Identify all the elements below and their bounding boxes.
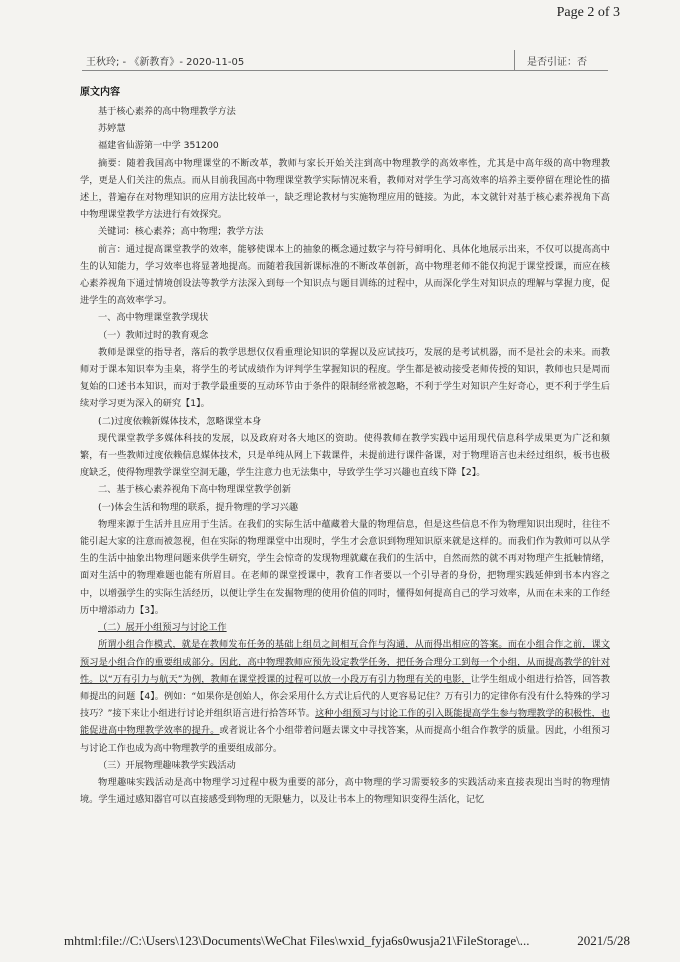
document-header — [82, 50, 608, 71]
subheading-2-2: （二）展开小组预习与讨论工作 — [98, 622, 227, 634]
paragraph: 物理来源于生活并且应用于生活。在我们的实际生活中蕴藏着大量的物理信息，但是这些信息不作为物理知识出现时，往往不能引起大家的注意而被忽视，但在实际的物理课堂中出现时，学生才会意识到物理知识原来就是这样的。而我们作为教师可以从学生的生活中抽象出物理问题来供学生研究，学生会惊奇的发现物理就藏在我们的生活中，自然而然的就不再对物理产生抵触情绪，面对生活中的物理难题也能有所眉目。在老师的课堂授课中，教育工作者要以一个引导者的身份，把物理实践延伸到书本内容之中，以增强学生的实际生活经历，以便让学生在发掘物理的使用价值的同时，懂得如何提高自己的学习效率，从而在未来的工作经历中增添动力【3】。 — [80, 518, 610, 616]
source-citation: 王秋玲; - 《新教育》- 2020-11-05 — [86, 57, 245, 68]
underlined-text: 这种小组预习与讨论工作的引入既能提高学生参与物理教学的积极性，也能促进高中物理教学效率的提升。 — [80, 708, 610, 737]
cited-status: 是否引证：否 — [527, 57, 587, 68]
paragraph: 现代课堂教学多媒体科技的发展，以及政府对各大地区的资助。使得教师在教学实践中运用现代信息科学成果更为广泛和频繁，有一些教师过度依赖信息媒体技术，只是单纯从网上下载课件，未提前进行课件备课，对于物理语言也未经过组织，板书也极度缺乏，使得物理教学课堂空洞无趣，学生注意力也无法集中，导致学生学习兴趣也直线下降【2】。 — [80, 432, 610, 479]
keywords: 关键词：核心素养；高中物理；教学方法 — [98, 226, 264, 238]
header-divider — [514, 50, 515, 70]
page-number: Page 2 of 3 — [556, 5, 620, 20]
abstract: 摘要：随着我国高中物理课堂的不断改革，教师与家长开始关注到高中物理教学的高效率性，尤其是中高年级的高中物理教学，更是人们关注的焦点。而从目前我国高中物理课堂教学实际情况来看，教师对对学生学习高效率的培养主要停留在理论性的描述上，普遍存在对物理知识的应用方法比较单一，缺乏理论教材与实施物理应用的链接。为此，本文就针对基于核心素养视角下高中物理课堂教学方法进行有效探究。 — [80, 157, 610, 221]
section-label: 原文内容 — [80, 87, 120, 98]
preface: 前言：通过提高课堂教学的效率，能够使课本上的抽象的概念通过数字与符号鲜明化、具体化地展示出来，不仅可以提高高中生的认知能力，学习效率也将显著地提高。而随着我国新课标准的不断改革创新，高中物理老师不能仅拘泥于课堂授课，而应在核心素养视角下通过情境创设法等教学方法深入到每一个知识点与题目训练的过程中，从而深化学生对知识点的理解与掌握力度，促进学生的高效率学习。 — [80, 243, 610, 307]
heading-1: 一、高中物理课堂教学现状 — [98, 312, 209, 324]
subheading-1-1: （一）教师过时的教育观念 — [98, 329, 209, 341]
text-segment: 或者说让各个小组带着问题去课文中寻找答案，从而提高小组合作教学的质量。因此，小组预习与讨论工作也成为高中物理教学的重要组成部分。 — [80, 725, 611, 754]
article-title: 基于核心素养的高中物理教学方法 — [98, 106, 236, 117]
paragraph: 物理趣味实践活动是高中物理学习过程中极为重要的部分，高中物理的学习需要较多的实践活动来直接表现出当时的物理情境。学生通过感知器官可以直接感受到物理的无限魅力，以及让书本上的物理知识变得生活化，记忆 — [80, 776, 610, 806]
text-segment: 让学生组成小组进行拾答，回答教师提出的问题【4】。例如：“如果你是创始人，你会采用什么方式让后代的人更容易记住？万有引力的定律你有没有什么特殊的学习技巧？”接下来让小组进行讨论并组织语言进行拾答环节。 — [80, 673, 610, 720]
heading-2: 二、基于核心素养视角下高中物理课堂教学创新 — [98, 484, 291, 496]
article-body — [80, 103, 610, 808]
subheading-2-3: （三）开展物理趣味教学实践活动 — [98, 759, 236, 771]
underlined-text: 所谓小组合作模式，就是在教师发布任务的基础上组员之间相互合作与沟通，从而得出相应的答案。而在小组合作之前，课文预习是小组合作的重要组成部分。因此，高中物理教师应预先设定教学任务，把任务合理分工到每一个小组，从而提高教学的针对性。以“万有引力与航天”为例，教师在课堂授课的过程可以放一小段万有引力物理有关的电影， — [80, 639, 610, 685]
paragraph: 教师是课堂的指导者，落后的教学思想仅仅看重理论知识的掌握以及应试技巧，发展的是考试机器，而不是社会的未来。而教师对于课本知识奉为圭臬，将学生的考试成绩作为评判学生掌握知识的程度。学生都是被动接受老师传授的知识，教师也只是周而复始的口述书本知识，而对于教学最重要的互动环节由于条件的限制经常被忽略，不利于学生对知识产生好奇心，更不利于学生后续对学习更为深入的研究【1】。 — [80, 346, 610, 410]
footer-file-path: mhtml:file://C:\Users\123\Documents\WeChat Files\wxid_fyja6s0wusja21\FileStorage\... — [64, 933, 530, 948]
subheading-1-2: (二)过度依赖新媒体技术，忽略课堂本身 — [98, 415, 262, 427]
footer-date: 2021/5/28 — [577, 933, 630, 948]
article-affiliation: 福建省仙游第一中学 351200 — [98, 140, 219, 152]
subheading-2-1: (一)体会生活和物理的联系，提升物理的学习兴趣 — [98, 501, 299, 513]
article-author: 苏婷慧 — [98, 123, 126, 135]
paragraph — [80, 636, 610, 756]
